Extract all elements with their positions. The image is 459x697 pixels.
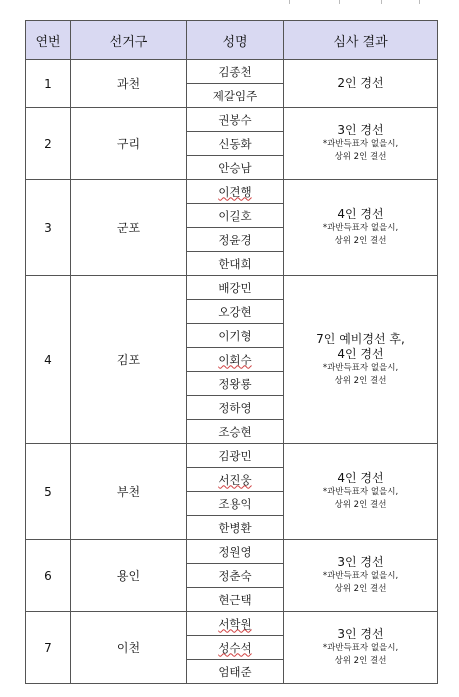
district-cell: 부천 [71, 444, 187, 540]
result-cell [284, 60, 438, 108]
result-text: 7인 예비경선 후, [316, 331, 405, 346]
result-note: 상위 2인 결선 [334, 236, 387, 246]
result-note: 상위 2인 결선 [334, 152, 387, 162]
candidate-name [187, 180, 284, 204]
result-cell [284, 276, 438, 444]
ruler-mark [419, 0, 420, 4]
result-note: 상위 2인 결선 [334, 500, 387, 510]
candidate-name-text: 조용익 [218, 496, 252, 511]
district-cell: 김포 [71, 276, 187, 444]
candidate-name [187, 516, 284, 540]
candidate-name [187, 324, 284, 348]
header-row [26, 21, 438, 60]
ruler-mark [289, 0, 290, 4]
table-row [26, 444, 438, 468]
table-row [26, 108, 438, 132]
district-cell: 구리 [71, 108, 187, 180]
result-note: *과반득표자 없을시, [322, 362, 399, 373]
candidate-name-text: 오강현 [218, 304, 252, 319]
result-note: *과반득표자 없을시, [322, 571, 399, 581]
result-note: *과반득표자 없을시, [322, 223, 399, 233]
candidate-name-text: 안승남 [218, 160, 252, 175]
table-row [26, 540, 438, 564]
screening-results-table [25, 20, 438, 684]
result-text: 2인 경선 [337, 76, 384, 90]
candidate-name-text: 권봉수 [218, 112, 252, 127]
result-text: 3인 경선 [337, 123, 384, 137]
header-no: 연번 [26, 21, 71, 60]
candidate-name [187, 420, 284, 444]
candidate-name [187, 348, 284, 372]
result-note: *과반득표자 없을시, [322, 139, 399, 149]
candidate-name-text: 김종천 [218, 64, 252, 79]
candidate-name-text: 김광민 [218, 448, 252, 463]
row-number: 5 [26, 444, 71, 540]
row-number: 3 [26, 180, 71, 276]
candidate-name [187, 588, 284, 612]
result-note: 상위 2인 결선 [334, 656, 387, 666]
candidate-name [187, 396, 284, 420]
result-cell [284, 108, 438, 180]
candidate-name-text: 정춘숙 [218, 568, 252, 583]
candidate-name-text: 신동화 [218, 136, 252, 151]
candidate-name [187, 612, 284, 636]
candidate-name-text: 정윤경 [218, 232, 252, 247]
candidate-name [187, 564, 284, 588]
table-row [26, 60, 438, 84]
candidate-name [187, 300, 284, 324]
candidate-name [187, 132, 284, 156]
candidate-name-text: 정하영 [218, 400, 252, 415]
table-row [26, 612, 438, 636]
candidate-name [187, 108, 284, 132]
result-note: 상위 2인 결선 [334, 375, 387, 386]
district-cell: 이천 [71, 612, 187, 684]
candidate-name [187, 540, 284, 564]
result-note: *과반득표자 없을시, [322, 643, 399, 653]
header-name: 성명 [187, 21, 284, 60]
result-text: 4인 경선 [337, 346, 384, 361]
row-number: 2 [26, 108, 71, 180]
result-text: 4인 경선 [337, 471, 384, 485]
candidate-name-text: 이길호 [218, 208, 252, 223]
candidate-name [187, 636, 284, 660]
row-number: 4 [26, 276, 71, 444]
candidate-name [187, 84, 284, 108]
table-body [26, 60, 438, 684]
table-row [26, 180, 438, 204]
candidate-name-text: 조승현 [218, 424, 252, 439]
district-cell: 군포 [71, 180, 187, 276]
candidate-name [187, 372, 284, 396]
candidate-name-text: 한병환 [218, 520, 252, 535]
candidate-name-text: 정왕룡 [218, 376, 252, 391]
table-row [26, 276, 438, 300]
ruler-mark [381, 0, 382, 4]
candidate-name-text: 배강민 [218, 280, 252, 295]
candidate-name [187, 204, 284, 228]
candidate-name-text: 서진웅 [218, 472, 252, 487]
district-cell: 과천 [71, 60, 187, 108]
candidate-name [187, 60, 284, 84]
result-cell [284, 444, 438, 540]
candidate-name [187, 660, 284, 684]
header-result: 심사 결과 [284, 21, 438, 60]
row-number: 7 [26, 612, 71, 684]
result-text: 3인 경선 [337, 627, 384, 641]
header-district: 선거구 [71, 21, 187, 60]
candidate-name-text: 이회수 [218, 352, 252, 367]
candidate-name [187, 468, 284, 492]
result-cell [284, 540, 438, 612]
candidate-name-text: 엄태준 [218, 664, 252, 679]
candidate-name-text: 제갈임주 [212, 88, 258, 103]
result-note: *과반득표자 없을시, [322, 487, 399, 497]
candidate-name [187, 276, 284, 300]
candidate-name-text: 한대희 [218, 256, 252, 271]
candidate-name-text: 이견행 [218, 184, 252, 199]
candidate-name [187, 156, 284, 180]
candidate-name-text: 정원영 [218, 544, 252, 559]
row-number: 6 [26, 540, 71, 612]
candidate-name [187, 444, 284, 468]
page-top-edge [0, 0, 459, 6]
result-text: 3인 경선 [337, 555, 384, 569]
result-note: 상위 2인 결선 [334, 584, 387, 594]
candidate-name [187, 252, 284, 276]
result-text: 4인 경선 [337, 207, 384, 221]
candidate-name [187, 228, 284, 252]
candidate-name-text: 서학원 [218, 616, 252, 631]
candidate-name-text: 현근택 [218, 592, 252, 607]
result-cell [284, 180, 438, 276]
ruler-mark [339, 0, 340, 4]
row-number: 1 [26, 60, 71, 108]
candidate-name-text: 이기형 [218, 328, 252, 343]
district-cell: 용인 [71, 540, 187, 612]
candidate-name-text: 성수석 [218, 640, 252, 655]
candidate-name [187, 492, 284, 516]
result-cell [284, 612, 438, 684]
